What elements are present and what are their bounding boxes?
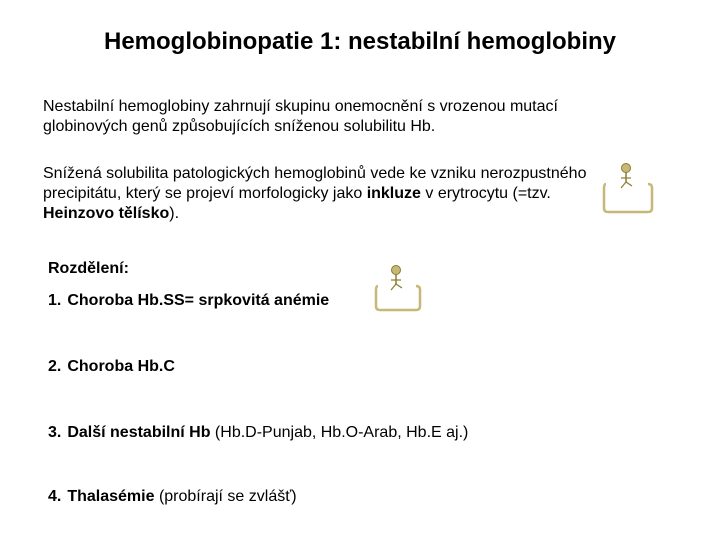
list-item-bold: Thalasémie (67, 488, 155, 505)
hyperlink-figure-icon[interactable] (372, 262, 424, 314)
list-item-number: 3. (48, 424, 62, 441)
list-item-number: 2. (48, 358, 62, 375)
list-item (48, 487, 297, 507)
hyperlink-figure-icon[interactable] (600, 160, 656, 216)
term-heinz-body: Heinzovo tělísko (43, 205, 170, 222)
paragraph-solubility-text-1: Snížená solubilita patologických hemoglobinů vede ke vzniku nerozpustného precipitátu, který se projeví morfologicky jako (43, 165, 587, 202)
list-item (48, 291, 329, 311)
paragraph-definition: Nestabilní hemoglobiny zahrnují skupinu onemocnění s vrozenou mutací globinových genů způsobujících sníženou solubilitu Hb. (43, 98, 558, 135)
list-item (48, 357, 175, 377)
paragraph-solubility (43, 164, 603, 224)
term-inclusion: inkluze (366, 185, 421, 202)
list-item (48, 423, 468, 443)
list-item-number: 4. (48, 488, 62, 505)
slide-title: Hemoglobinopatie 1: nestabilní hemoglobiny (103, 28, 617, 55)
paragraph-solubility-text-2: v erytrocytu (=tzv. (420, 185, 551, 202)
list-item-bold: Choroba Hb.C (67, 358, 175, 375)
list-item-number: 1. (48, 292, 62, 309)
list-item-rest: (Hb.D-Punjab, Hb.O-Arab, Hb.E aj.) (210, 424, 469, 441)
list-item-rest: (probírají se zvlášť) (154, 488, 297, 505)
paragraph-solubility-text-3: ). (169, 205, 180, 222)
list-item-bold: Choroba Hb.SS= srpkovitá anémie (67, 292, 330, 309)
list-item-bold: Další nestabilní Hb (67, 424, 211, 441)
section-heading: Rozdělení: (48, 260, 129, 277)
